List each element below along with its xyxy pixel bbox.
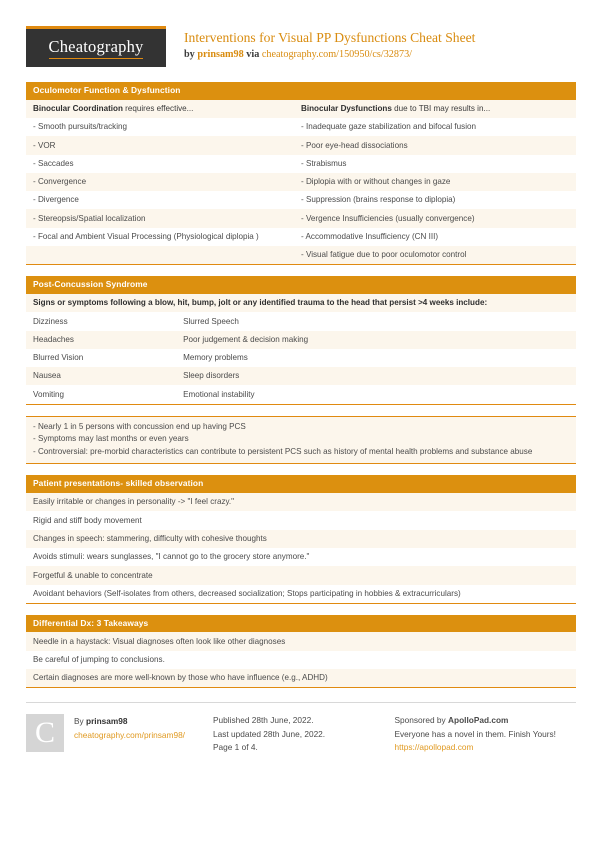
table-row: [26, 100, 576, 118]
footer-sponsor-link[interactable]: https://apollopad.com: [394, 742, 474, 753]
table-row: [26, 136, 576, 154]
footer-published-date: Published 28th June, 2022.: [213, 715, 314, 726]
table-cell: - Accommodative Insufficiency (CN III): [301, 232, 439, 242]
table-cell: Dizziness: [33, 316, 68, 326]
page-header: [26, 26, 576, 67]
intro-text: Signs or symptoms following a blow, hit, bump, jolt or any identified trauma to the head that persist >4 weeks include:: [33, 298, 488, 308]
note-line: - Nearly 1 in 5 persons with concussion end up having PCS: [33, 421, 246, 431]
table-cell: - Smooth pursuits/tracking: [33, 122, 128, 132]
table-row: [26, 349, 576, 367]
footer-by-label: By: [74, 716, 84, 727]
footer-sponsor-label: Sponsored by: [394, 715, 446, 726]
table-cell: Slurred Speech: [183, 316, 239, 326]
table-cell: Needle in a haystack: Visual diagnoses often look like other diagnoses: [33, 636, 286, 646]
section-title-patient-presentations: Patient presentations- skilled observation: [26, 475, 576, 493]
avatar: C: [26, 714, 64, 752]
cell-rest-text: requires effective...: [122, 103, 194, 113]
notes-post-concussion-syndrome: [26, 416, 576, 465]
section-oculomotor: [26, 82, 576, 265]
table-cell: - Strabismus: [301, 158, 347, 168]
table-cell: - Focal and Ambient Visual Processing (Physiological diplopia ): [33, 232, 259, 242]
table-row: [26, 294, 576, 312]
footer-author-column: [26, 702, 213, 754]
table-cell: Avoidant behaviors (Self-isolates from others, decreased socialization; Stops participating in hobbies & extracurriculars): [33, 588, 461, 598]
footer-sponsor-line: [395, 714, 577, 727]
table-oculomotor: [26, 100, 576, 266]
section-patient-presentations: [26, 475, 576, 603]
section-post-concussion-syndrome: [26, 276, 576, 464]
table-row: [26, 669, 576, 687]
footer-author-name: prinsam98: [86, 716, 128, 727]
table-cell: Poor judgement & decision making: [183, 334, 309, 344]
table-cell: - Poor eye-head dissociations: [301, 140, 408, 150]
section-differential-dx: [26, 615, 576, 689]
table-cell: Be careful of jumping to conclusions.: [33, 655, 165, 665]
table-row: [26, 367, 576, 385]
table-row: [26, 312, 576, 330]
section-title-oculomotor: Oculomotor Function & Dysfunction: [26, 82, 576, 100]
table-cell: Easily irritable or changes in personality -> "I feel crazy.": [33, 497, 235, 507]
footer-sponsor-tagline: Everyone has a novel in them. Finish Yours!: [394, 728, 556, 739]
byline-by-label: by: [184, 48, 195, 60]
footer-author-link[interactable]: cheatography.com/prinsam98/: [74, 729, 185, 740]
table-row: [26, 191, 576, 209]
byline: [184, 49, 475, 60]
table-cell: Emotional instability: [183, 389, 255, 399]
table-cell: Sleep disorders: [183, 371, 240, 381]
section-title-differential-dx: Differential Dx: 3 Takeaways: [26, 615, 576, 633]
table-row: [26, 585, 576, 603]
page-footer: [26, 702, 576, 754]
footer-author-meta: [74, 714, 185, 754]
table-row: [26, 118, 576, 136]
table-row: [26, 493, 576, 511]
table-cell: - Visual fatigue due to poor oculomotor control: [301, 250, 467, 260]
table-post-concussion-syndrome: [26, 294, 576, 405]
table-cell: [301, 104, 569, 114]
table-row: [26, 173, 576, 191]
page-title: Interventions for Visual PP Dysfunctions Cheat Sheet: [184, 30, 476, 45]
section-title-post-concussion-syndrome: Post-Concussion Syndrome: [26, 276, 576, 294]
byline-source-link[interactable]: cheatography.com/150950/cs/32873/: [261, 48, 412, 60]
table-cell: Rigid and stiff body movement: [33, 515, 142, 525]
footer-sponsor-column: [395, 702, 577, 754]
table-cell: Memory problems: [183, 353, 248, 363]
footer-updated-date: Last updated 28th June, 2022.: [213, 728, 326, 739]
table-row: [26, 530, 576, 548]
table-cell: Avoids stimuli: wears sunglasses, "I cannot go to the grocery store anymore.": [33, 552, 310, 562]
cell-bold-text: Binocular Coordination: [33, 103, 123, 113]
table-cell: - Saccades: [33, 158, 74, 168]
table-row: [26, 246, 576, 264]
table-cell: - Vergence Insufficiencies (usually convergence): [301, 213, 475, 223]
table-row: [26, 651, 576, 669]
footer-author-line: [74, 715, 185, 728]
table-row: [26, 209, 576, 227]
table-row: [26, 632, 576, 650]
table-cell: Nausea: [33, 371, 61, 381]
footer-dates-column: [213, 702, 395, 754]
table-cell: - Stereopsis/Spatial localization: [33, 213, 146, 223]
table-differential-dx: [26, 632, 576, 688]
byline-via-label: via: [246, 48, 260, 60]
table-cell: [33, 104, 301, 114]
table-row: [26, 155, 576, 173]
table-row: [26, 228, 576, 246]
cell-bold-text: Binocular Dysfunctions: [301, 103, 392, 113]
table-row: [26, 548, 576, 566]
table-row: [26, 511, 576, 529]
table-cell: Headaches: [33, 334, 74, 344]
cheatography-logo[interactable]: [26, 26, 166, 67]
table-row: [26, 566, 576, 584]
table-cell: [33, 250, 301, 260]
table-row: [26, 385, 576, 403]
table-cell: Blurred Vision: [33, 353, 84, 363]
logo-text: Cheatography: [49, 37, 144, 59]
table-row: [26, 331, 576, 349]
table-cell: Certain diagnoses are more well-known by those who have influence (e.g., ADHD): [33, 673, 328, 683]
note-line: - Controversial: pre-morbid characteristics can contribute to persistent PCS such as history of mental health problems and substance abuse: [33, 446, 533, 456]
table-cell: - Convergence: [33, 177, 87, 187]
cell-rest-text: due to TBI may results in...: [391, 103, 491, 113]
note-line: - Symptoms may last months or even years: [33, 434, 189, 444]
footer-sponsor-name[interactable]: ApolloPad.com: [448, 715, 509, 726]
table-cell: Changes in speech: stammering, difficulty with cohesive thoughts: [33, 533, 267, 543]
table-patient-presentations: [26, 493, 576, 604]
section-spacer: [26, 405, 576, 416]
table-cell: Forgetful & unable to concentrate: [33, 570, 153, 580]
table-cell: - VOR: [33, 140, 56, 150]
table-cell: - Inadequate gaze stabilization and bifocal fusion: [301, 122, 477, 132]
header-title-area: [184, 26, 475, 60]
footer-page-number: Page 1 of 4.: [213, 742, 258, 753]
table-cell: [33, 298, 569, 308]
table-cell: - Suppression (brains response to diplopia): [301, 195, 456, 205]
table-cell: - Divergence: [33, 195, 79, 205]
table-cell: Vomiting: [33, 389, 65, 399]
byline-author[interactable]: prinsam98: [197, 48, 244, 60]
table-cell: - Diplopia with or without changes in gaze: [301, 177, 451, 187]
